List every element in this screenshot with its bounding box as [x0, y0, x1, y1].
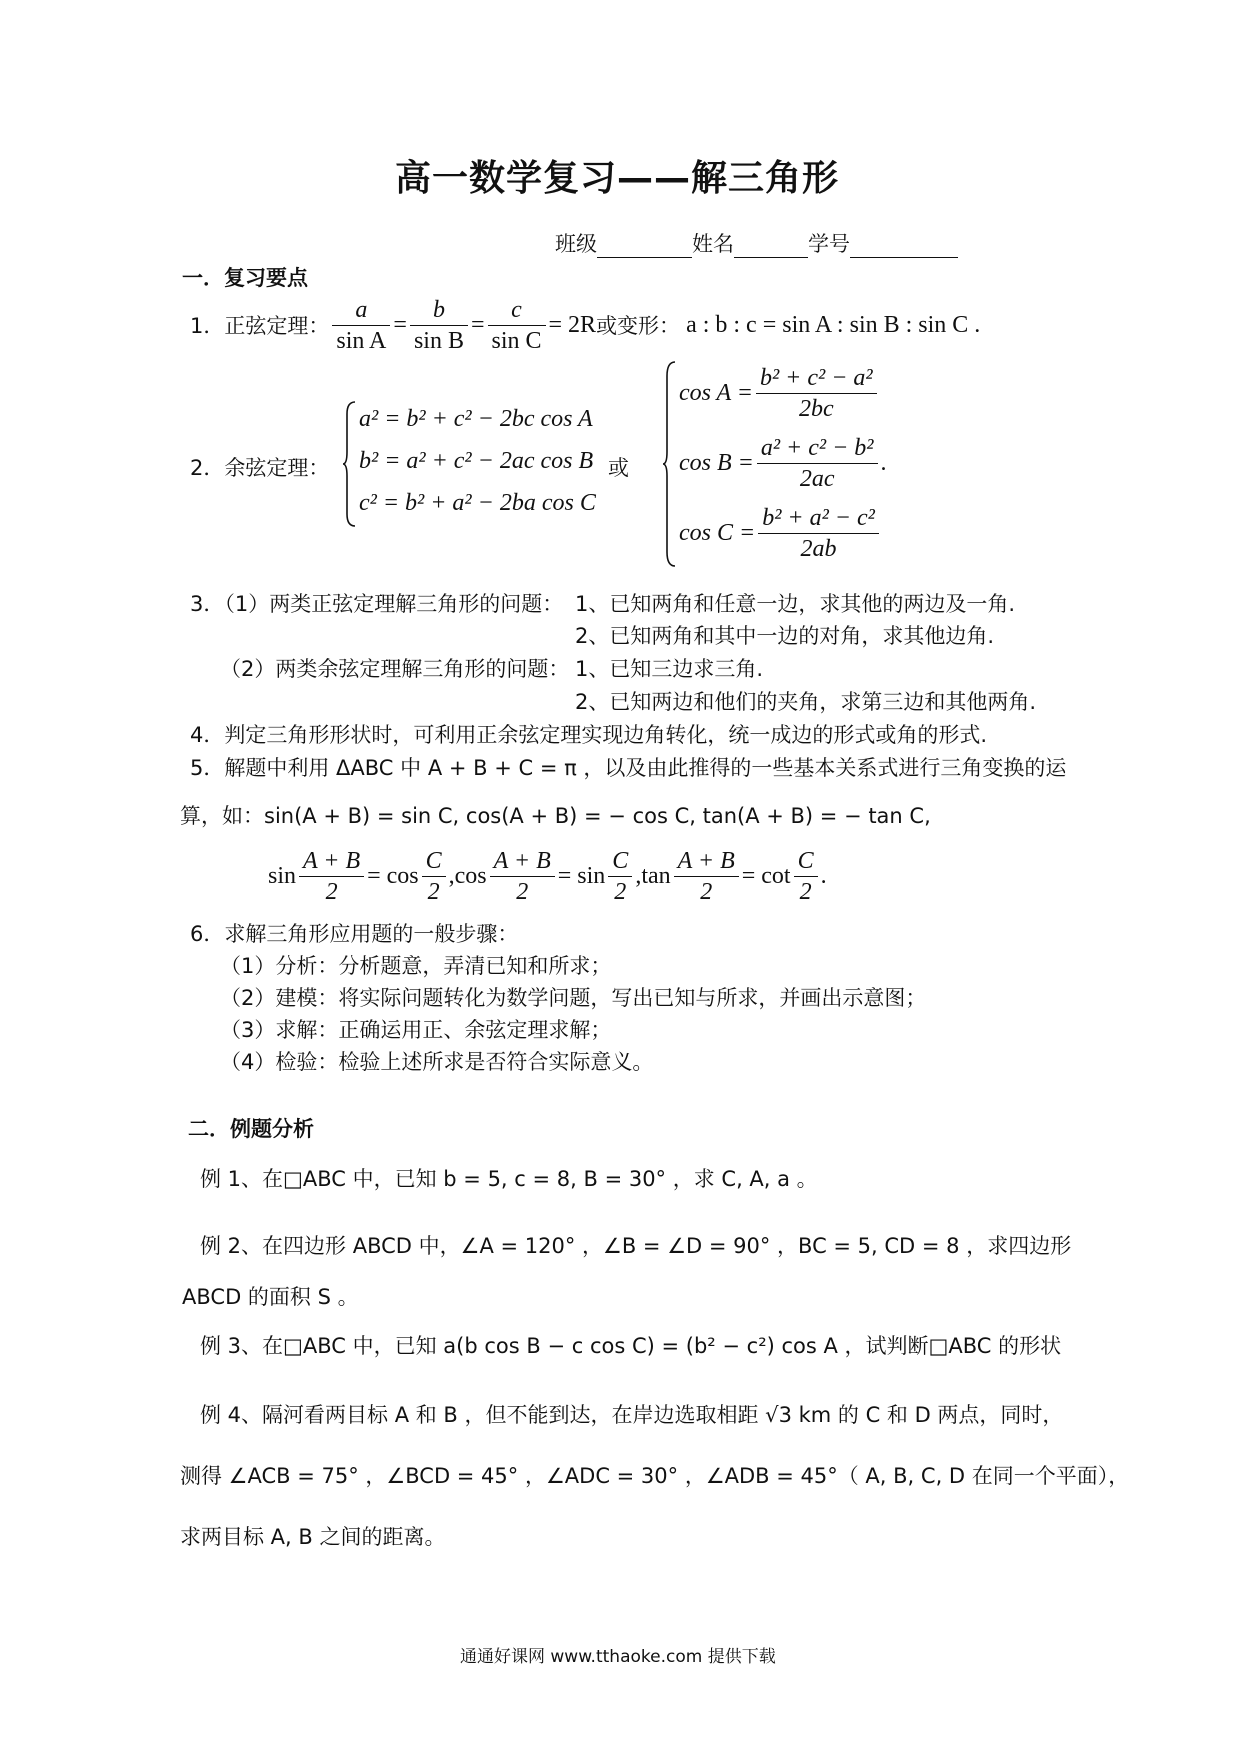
- item6-step: （3）求解：正确运用正、余弦定理求解；: [220, 1018, 612, 1042]
- page-title: 高一数学复习——解三角形: [395, 158, 840, 199]
- header-fields: [555, 228, 958, 258]
- cosine-system-right: [663, 360, 903, 572]
- cosine-right-fraction: $\frac{\text{a² + c² − b²}}{2ac}$: [757, 433, 878, 494]
- cosine-right-fraction: $\frac{\text{b² + c² − a²}}{2bc}$: [756, 363, 877, 424]
- half-angle-fraction: $\frac{C}{2}$: [794, 846, 818, 907]
- cosine-left-line: c² = b² + a² − 2ba cos C: [359, 490, 596, 516]
- half-angle-fraction: $\frac{A + B}{2}$: [490, 846, 555, 907]
- example-4-line1: 例 4、隔河看两目标 A 和 B ，但不能到达，在岸边选取相距 √3 km 的 C 和 D 两点，同时，: [200, 1403, 1064, 1427]
- item3-part2-item: 1、已知三边求三角.: [575, 657, 764, 681]
- id-blank[interactable]: [850, 235, 958, 258]
- item1-eq-tail: = 2R: [548, 311, 597, 338]
- item2-prefix: 2．余弦定理：: [190, 456, 330, 480]
- cosine-right-row: cos C = $\frac{\text{b² + a² − c²}}{2ab}$: [679, 500, 882, 566]
- cosine-right-fraction: $\frac{\text{b² + a² − c²}}{2ab}$: [758, 503, 879, 564]
- item5-line2: 算，如：sin(A + B) = sin C, cos(A + B) = − cos C, tan(A + B) = − tan C,: [180, 804, 931, 828]
- cosine-right-row: cos A = $\frac{\text{b² + c² − a²}}{2bc}$: [679, 360, 880, 426]
- sine-fraction-c: $\frac{c}{\text{sin C}}$: [488, 295, 546, 356]
- item6-step: （4）检验：检验上述所求是否符合实际意义。: [220, 1050, 654, 1074]
- item3-part1-item: 2、已知两角和其中一边的对角，求其他边角.: [575, 624, 995, 648]
- example-2-line2: ABCD 的面积 S 。: [182, 1285, 359, 1309]
- example-3: 例 3、在□ABC 中，已知 a(b cos B − c cos C) = (b² − c²) cos A ，试判断□ABC 的形状: [200, 1334, 1062, 1358]
- half-angle-fraction: $\frac{A + B}{2}$: [299, 846, 364, 907]
- item1-variant: a : b : c = sin A : sin B : sin C .: [686, 311, 981, 338]
- item4-text: 4．判定三角形形状时，可利用正余弦定理实现边角转化，统一成边的形式或角的形式.: [190, 723, 988, 747]
- cosine-system-left: [343, 400, 603, 530]
- item1-or-text: 或变形：: [596, 314, 681, 338]
- name-blank[interactable]: [734, 235, 808, 258]
- item2-or-text: 或: [608, 456, 629, 480]
- item5-line1: 5．解题中利用 ΔABC 中 A + B + C = π ，以及由此推得的一些基本关系式进行三角变换的运: [190, 756, 1067, 780]
- cosine-left-line: a² = b² + c² − 2bc cos A: [359, 406, 593, 432]
- section1-heading: 一．复习要点: [182, 266, 308, 290]
- class-label: 班级: [555, 232, 597, 256]
- item1-law-of-sines: 1．正弦定理： $\frac{a}{\text{sin A}}$ = $\frac{b}{\text{sin B}}$ = $\frac{c}{\text{sin C}}$ = 2R 或变形： a : b : c = sin A : sin B : sin C .: [190, 296, 981, 354]
- item1-prefix: 1．正弦定理：: [190, 314, 330, 338]
- item3-part2-item: 2、已知两边和他们的夹角，求第三边和其他两角.: [575, 690, 1037, 714]
- class-blank[interactable]: [597, 235, 692, 258]
- example-4-line3: 求两目标 A, B 之间的距离。: [180, 1525, 446, 1549]
- item6-label: 6．求解三角形应用题的一般步骤：: [190, 922, 519, 946]
- sine-fraction-b: $\frac{b}{\text{sin B}}$: [410, 295, 468, 356]
- right-brace-icon: [663, 360, 677, 568]
- example-4-line2: 测得 ∠ACB = 75° ，∠BCD = 45° ，∠ADC = 30° ，∠ADB = 45°（ A, B, C, D 在同一个平面），: [180, 1464, 1130, 1488]
- cosine-right-row: cos B = $\frac{\text{a² + c² − b²}}{2ac}$ .: [679, 434, 887, 492]
- sine-fraction-a: $\frac{a}{\text{sin A}}$: [332, 295, 390, 356]
- name-label: 姓名: [692, 232, 734, 256]
- half-angle-fraction: $\frac{C}{2}$: [422, 846, 446, 907]
- item6-step: （1）分析：分析题意，弄清已知和所求；: [220, 954, 612, 978]
- cosine-right-period: .: [880, 449, 887, 476]
- half-angle-fraction: $\frac{C}{2}$: [608, 846, 632, 907]
- cosine-left-line: b² = a² + c² − 2ac cos B: [359, 448, 594, 474]
- id-label: 学号: [808, 232, 850, 256]
- item3-part1-label: 3．（1）两类正弦定理解三角形的问题：: [190, 592, 564, 616]
- example-2-line1: 例 2、在四边形 ABCD 中，∠A = 120° ，∠B = ∠D = 90° ，BC = 5, CD = 8 ，求四边形: [200, 1234, 1072, 1258]
- item3-part1-item: 1、已知两角和任意一边，求其他的两边及一角.: [575, 592, 1016, 616]
- item3-part2-label: （2）两类余弦定理解三角形的问题：: [220, 657, 570, 681]
- half-angle-fraction: $\frac{A + B}{2}$: [674, 846, 739, 907]
- item6-step: （2）建模：将实际问题转化为数学问题，写出已知与所求，并画出示意图；: [220, 986, 927, 1010]
- example-1: 例 1、在□ABC 中，已知 b = 5, c = 8, B = 30° ，求 C, A, a 。: [200, 1167, 818, 1191]
- section2-heading: 二．例题分析: [188, 1117, 314, 1141]
- footer-text: 通通好课网 www.tthaoke.com 提供下载: [460, 1647, 776, 1667]
- half-angle-identities: sin $\frac{A + B}{2}$ = cos $\frac{C}{2}$ , cos $\frac{A + B}{2}$ = sin $\frac{C}{2}$ , tan $\frac{A + B}{2}$ = cot $\frac{C}{2}$ .: [268, 847, 827, 905]
- left-brace-icon: [343, 400, 357, 528]
